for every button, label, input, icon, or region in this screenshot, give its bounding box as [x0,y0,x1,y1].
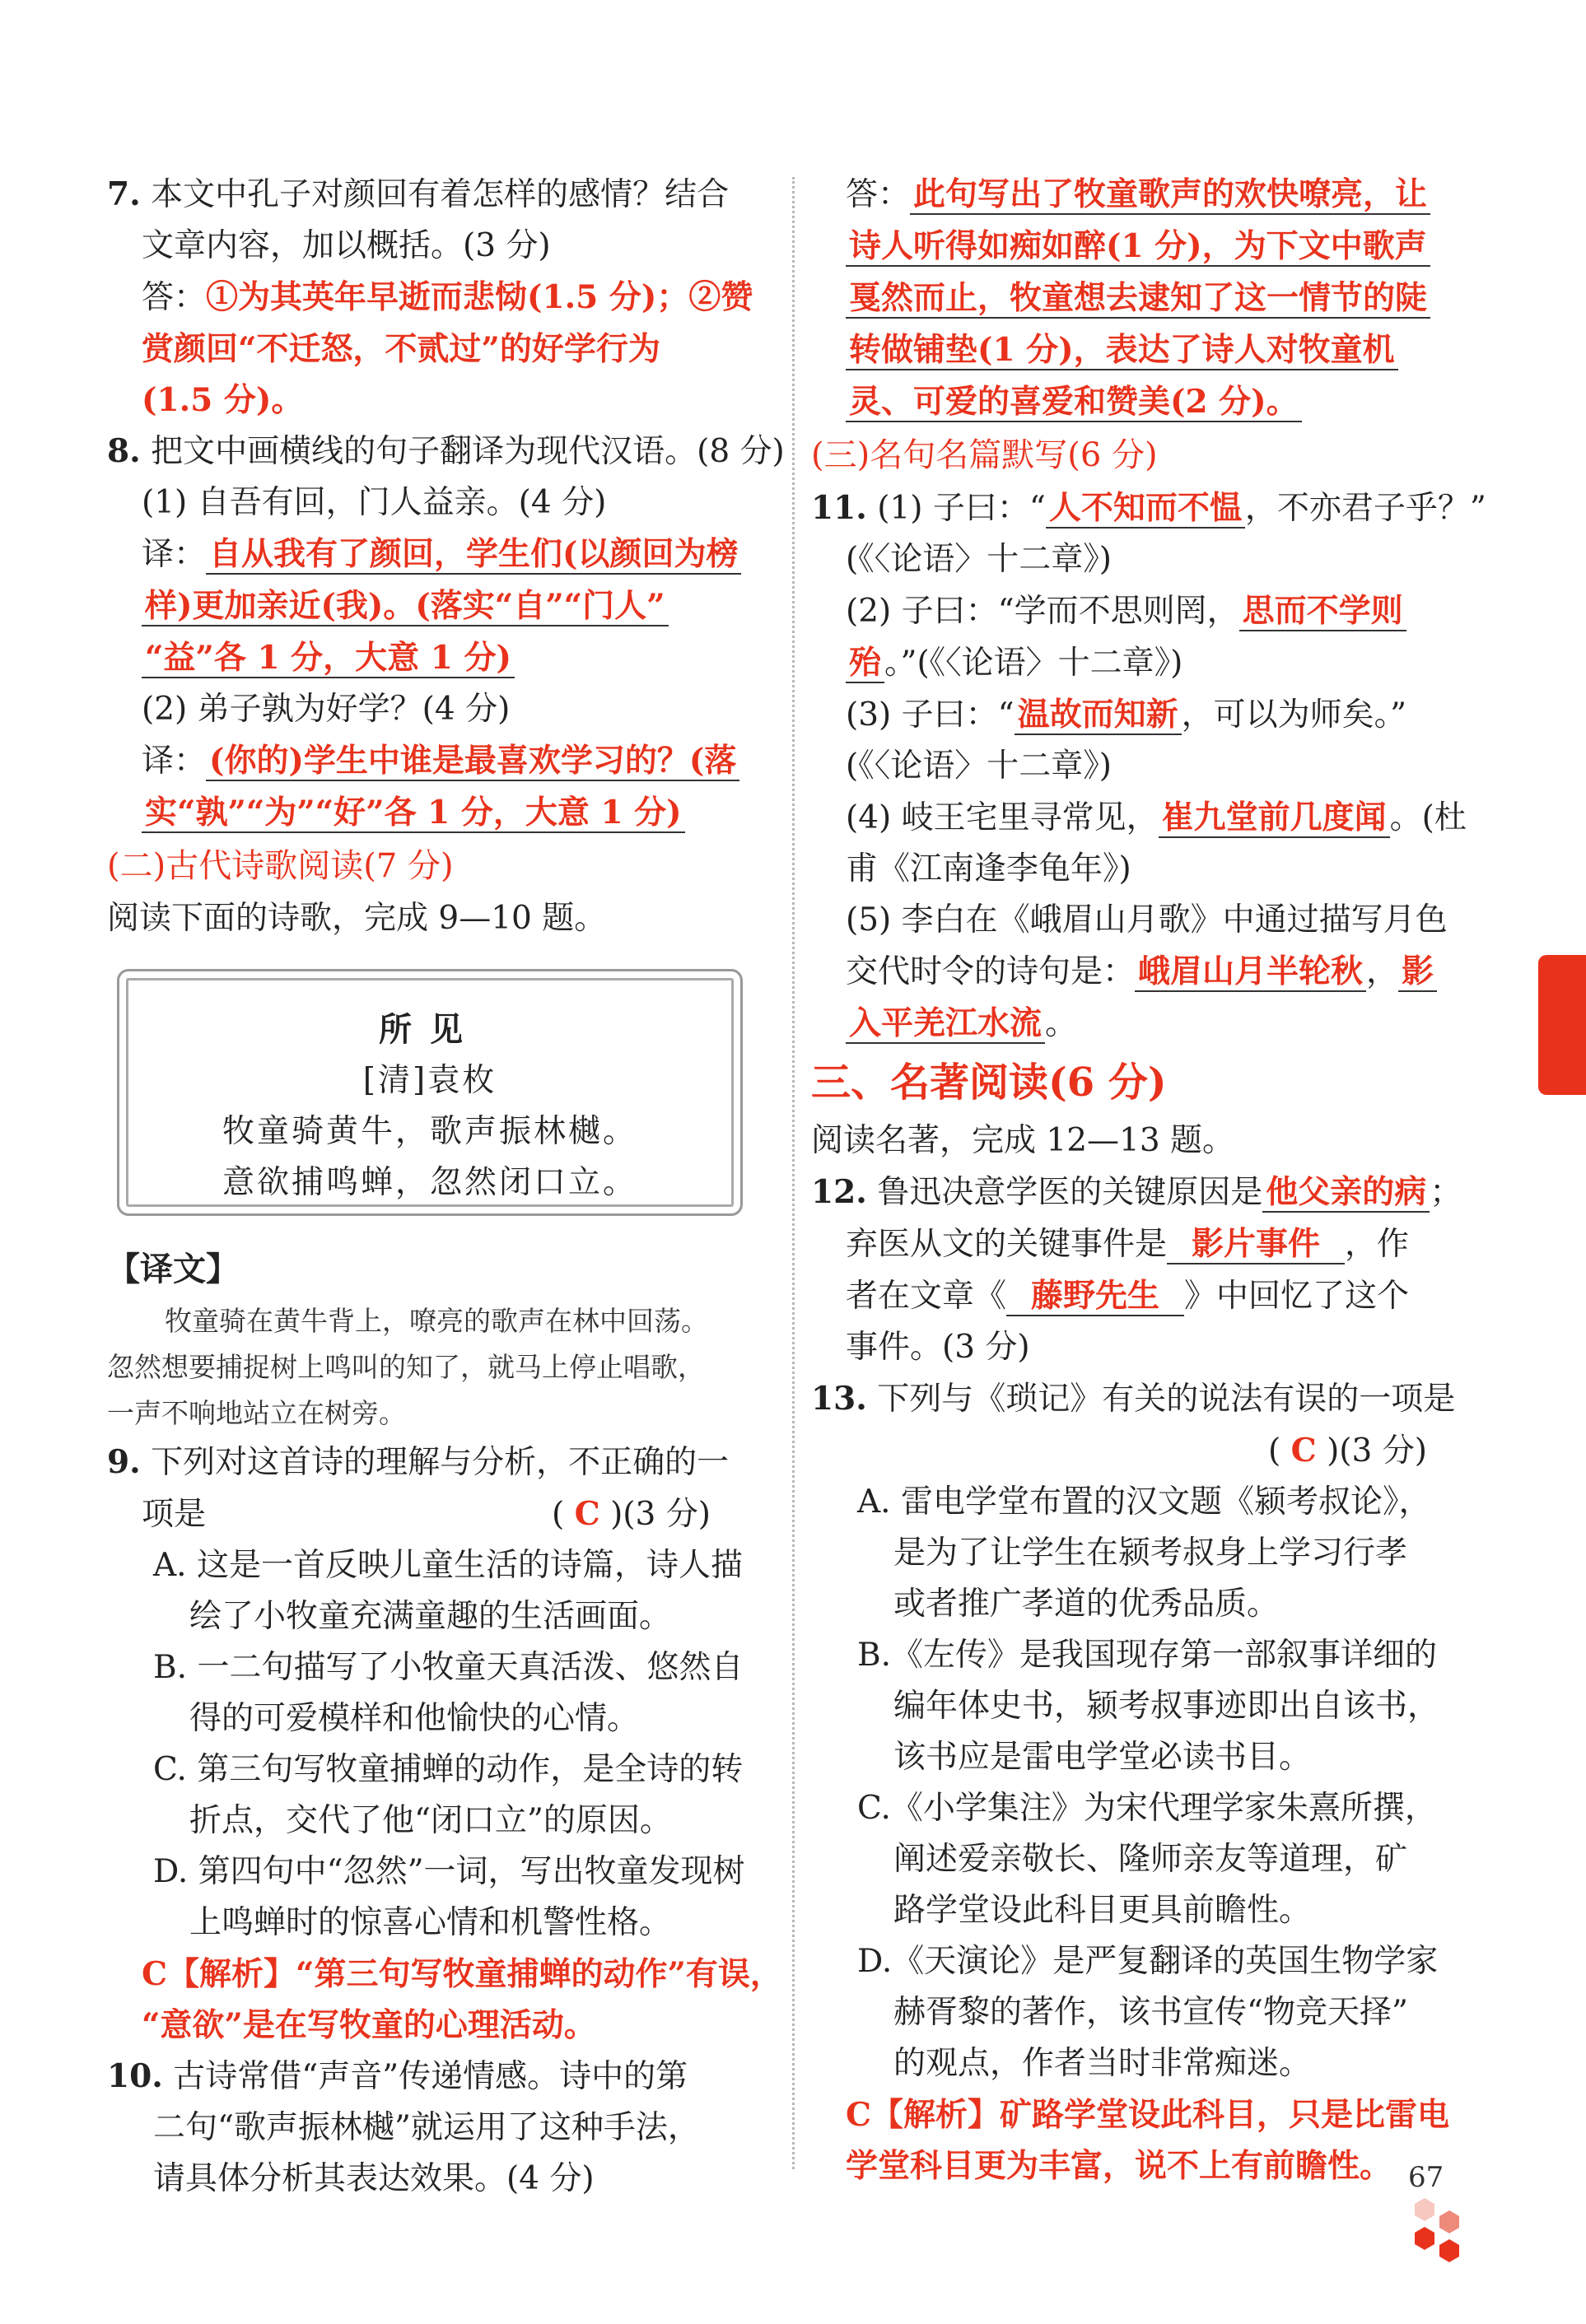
question-text: 下列对这首诗的理解与分析，不正确的一 [151,1444,730,1481]
section-intro: 阅读下面的诗歌，完成 9—10 题。 [107,900,607,937]
question-number: 7. [107,175,141,213]
poem-box [117,969,743,1216]
sub-question: 。(杜 [1389,799,1467,836]
option-a: 或者推广孝道的优秀品质。 [893,1586,1280,1623]
translation-label: 译： [142,536,207,573]
answer-choice: C [574,1495,600,1533]
explanation: 学堂科目更为丰富，说不上有前瞻性。 [846,2147,1392,2185]
sub-question: 交代时令的诗句是： [846,953,1136,990]
score-label: )(3 分) [1327,1432,1427,1469]
sub-question: (4) 岐王宅里寻常见， [846,799,1159,836]
question-text: 鲁迅决意学医的关键原因是 [877,1174,1263,1211]
sub-question: (5) 李白在《峨眉山月歌》中通过描写月色 [846,901,1448,938]
fill-answer: 藤野先生 [1006,1277,1184,1316]
question-13 [811,1373,1470,2191]
translation-text: 一声不响地站立在树旁。 [107,1397,406,1429]
answer-text: 自从我有了颜回，学生们(以颜回为榜 [206,535,741,575]
question-7 [107,169,766,426]
question-number: 11. [811,489,867,527]
question-11 [811,482,1486,1050]
answer-label: 答： [142,279,207,316]
answer-paren: ( [552,1496,565,1533]
question-text: 》中回忆了这个 [1184,1278,1410,1315]
right-column [811,169,1486,2191]
answer-text: (1.5 分)。 [142,381,304,419]
answer-text: 实“孰”“为”“好”各 1 分，大意 1 分) [142,794,685,833]
answer-text: “益”各 1 分，大意 1 分) [142,639,515,678]
fill-answer: 影片事件 [1167,1225,1345,1264]
option-d: 的观点，作者当时非常痴迷。 [893,2045,1312,2082]
option-d: D. 第四句中“忽然”一词，写出牧童发现树 [153,1853,745,1890]
left-column [107,169,785,2205]
option-a: 是为了让学生在颍考叔身上学习行孝 [893,1535,1408,1572]
option-c: C. 第三句写牧童捕蝉的动作，是全诗的转 [153,1751,744,1788]
question-12 [811,1167,1470,1373]
answer-text: 诗人听得如痴如醉(1 分)，为下文中歌声 [846,227,1430,267]
poem-title: 所见 [379,1010,481,1049]
translation-label: 译： [142,743,207,780]
translation-text: 忽然想要捕捉树上鸣叫的知了，就马上停止唱歌， [107,1351,705,1383]
section-intro: 阅读名著，完成 12—13 题。 [811,1122,1235,1159]
punctuation: ， [1366,953,1399,990]
answer-choice: C [1290,1432,1317,1469]
punctuation: ； [1430,1174,1462,1211]
option-d: 赫胥黎的著作，该书宣传“物竞天择” [893,1994,1408,2031]
sub-question: ，不亦君子乎？” [1244,490,1486,527]
question-number: 8. [107,432,141,470]
chapter-tab [1538,955,1586,1095]
explanation: “意欲”是在写牧童的心理活动。 [142,2006,596,2044]
explanation: C【解析】矿路学堂设此科目，只是比雷电 [846,2096,1450,2134]
translation-text: 牧童骑在黄牛背上，嘹亮的歌声在林中回荡。 [165,1305,708,1337]
option-d: 上鸣蝉时的惊喜心情和机警性格。 [189,1904,672,1941]
option-b: 编年体史书，颍考叔事迹即出自该书， [893,1688,1440,1725]
score-label: )(3 分) [610,1496,711,1533]
fill-answer: 温故而知新 [1015,696,1182,735]
question-number: 12. [811,1173,867,1211]
fill-answer: 峨眉山月半轮秋 [1135,952,1366,992]
question-number: 13. [811,1380,867,1418]
question-10 [107,2051,766,2205]
question-text: 者在文章《 [846,1278,1007,1315]
question-text: 弃医从文的关键事件是 [846,1226,1168,1263]
sub-question: (2) 子曰：“学而不思则罔， [846,593,1239,630]
answer-text: 样)更加亲近(我)。(落实“自”“门人” [142,587,669,626]
option-b: B.《左传》是我国现存第一部叙事详细的 [857,1637,1438,1674]
option-c: 阐述爱亲敬长、隆师亲友等道理，矿 [893,1841,1408,1878]
sub-question: ，可以为师矣。” [1181,696,1407,734]
fill-answer: 殆 [846,644,884,683]
option-b: B. 一二句描写了小牧童天真活泼、悠然自 [153,1649,744,1686]
source: (《〈论语〉十二章》) [846,541,1112,578]
answer-text: 此句写出了牧童歌声的欢快嘹亮，让 [910,175,1430,215]
source: 。”(《〈论语〉十二章》) [884,645,1183,682]
fill-answer: 他父亲的病 [1262,1173,1430,1213]
fill-answer: 入平羌江水流 [846,1004,1045,1044]
explanation: C【解析】“第三句写牧童捕蝉的动作”有误， [142,1955,782,1993]
poem-line: 意欲捕鸣蝉，忽然闭口立。 [222,1164,637,1201]
section-heading: (二)古代诗歌阅读(7 分) [107,847,454,885]
option-b: 得的可爱模样和他愉快的心情。 [189,1700,640,1737]
hexagon-decoration-icon [1400,2194,1490,2284]
question-text: 二句“歌声振林樾”就运用了这种手法， [153,2109,700,2146]
option-a: 绘了小牧童充满童趣的生活画面。 [189,1598,672,1635]
source: (《〈论语〉十二章》) [846,747,1112,785]
question-text: ，作 [1345,1226,1410,1263]
question-text: 文章内容，加以概括。(3 分) [142,227,551,264]
fill-answer: 思而不学则 [1239,592,1406,631]
question-text: 下列与《琐记》有关的说法有误的一项是 [877,1381,1456,1418]
section-heading: (三)名句名篇默写(6 分) [811,436,1158,474]
answer-text: ①为其英年早逝而悲恸(1.5 分)；②赞 [206,278,753,316]
sub-question: (1) 子曰：“ [877,490,1046,527]
translation-heading: 【译文】 [107,1250,239,1288]
answer-text: 赏颜回“不迁怒，不贰过”的好学行为 [142,330,660,368]
answer-paren: ( [1268,1432,1281,1469]
option-a: A. 这是一首反映儿童生活的诗篇，诗人描 [153,1547,743,1584]
option-a: A. 雷电学堂布置的汉文题《颍考叔论》， [857,1483,1431,1521]
answer-label: 答： [846,176,911,213]
fill-answer: 人不知而不愠 [1046,489,1245,529]
answer-text: 灵、可爱的喜爱和赞美(2 分)。 [846,383,1302,422]
option-b: 该书应是雷电学堂必读书目。 [893,1739,1312,1776]
punctuation: 。 [1045,1005,1078,1042]
page-number: 67 [1408,2161,1444,2194]
question-text: 古诗常借“声音”传递情感。诗中的第 [173,2058,688,2095]
answer-text: (你的)学生中谁是最喜欢学习的？(落 [206,742,739,781]
option-c: C.《小学集注》为宋代理学家朱熹所撰， [857,1790,1437,1827]
question-text: 本文中孔子对颜回有着怎样的感情？结合 [151,176,730,213]
question-text: 把文中画横线的句子翻译为现代汉语。(8 分) [151,433,785,470]
sub-question: (1) 自吾有回，门人益亲。(4 分) [142,484,607,521]
question-text: 事件。(3 分) [846,1329,1030,1366]
answer-text: 转做铺垫(1 分)，表达了诗人对牧童机 [846,331,1398,370]
source: 甫《江南逢李龟年》) [846,850,1131,887]
question-10-answer [811,169,1470,428]
question-number: 9. [107,1443,141,1481]
fill-answer: 影 [1398,952,1437,992]
question-number: 10. [107,2057,163,2095]
question-9 [107,1437,782,2051]
fill-answer: 崔九堂前几度闻 [1159,799,1390,838]
poem-author: [清]袁枚 [362,1062,497,1099]
question-text: 项是 [142,1496,207,1533]
option-d: D.《天演论》是严复翻译的英国生物学家 [857,1943,1439,1980]
column-divider [792,177,795,2169]
option-c: 折点，交代了他“闭口立”的原因。 [189,1802,672,1839]
sub-question: (2) 弟子孰为好学？(4 分) [142,691,511,728]
question-text: 请具体分析其表达效果。(4 分) [153,2160,595,2197]
sub-question: (3) 子曰：“ [846,696,1015,734]
answer-text: 戛然而止，牧童想去逮知了这一情节的陡 [846,279,1430,319]
option-c: 路学堂设此科目更具前瞻性。 [893,1892,1312,1929]
section-heading-main: 三、名著阅读(6 分) [811,1060,1167,1106]
question-8 [107,426,785,839]
poem-line: 牧童骑黄牛，歌声振林樾。 [222,1113,637,1150]
